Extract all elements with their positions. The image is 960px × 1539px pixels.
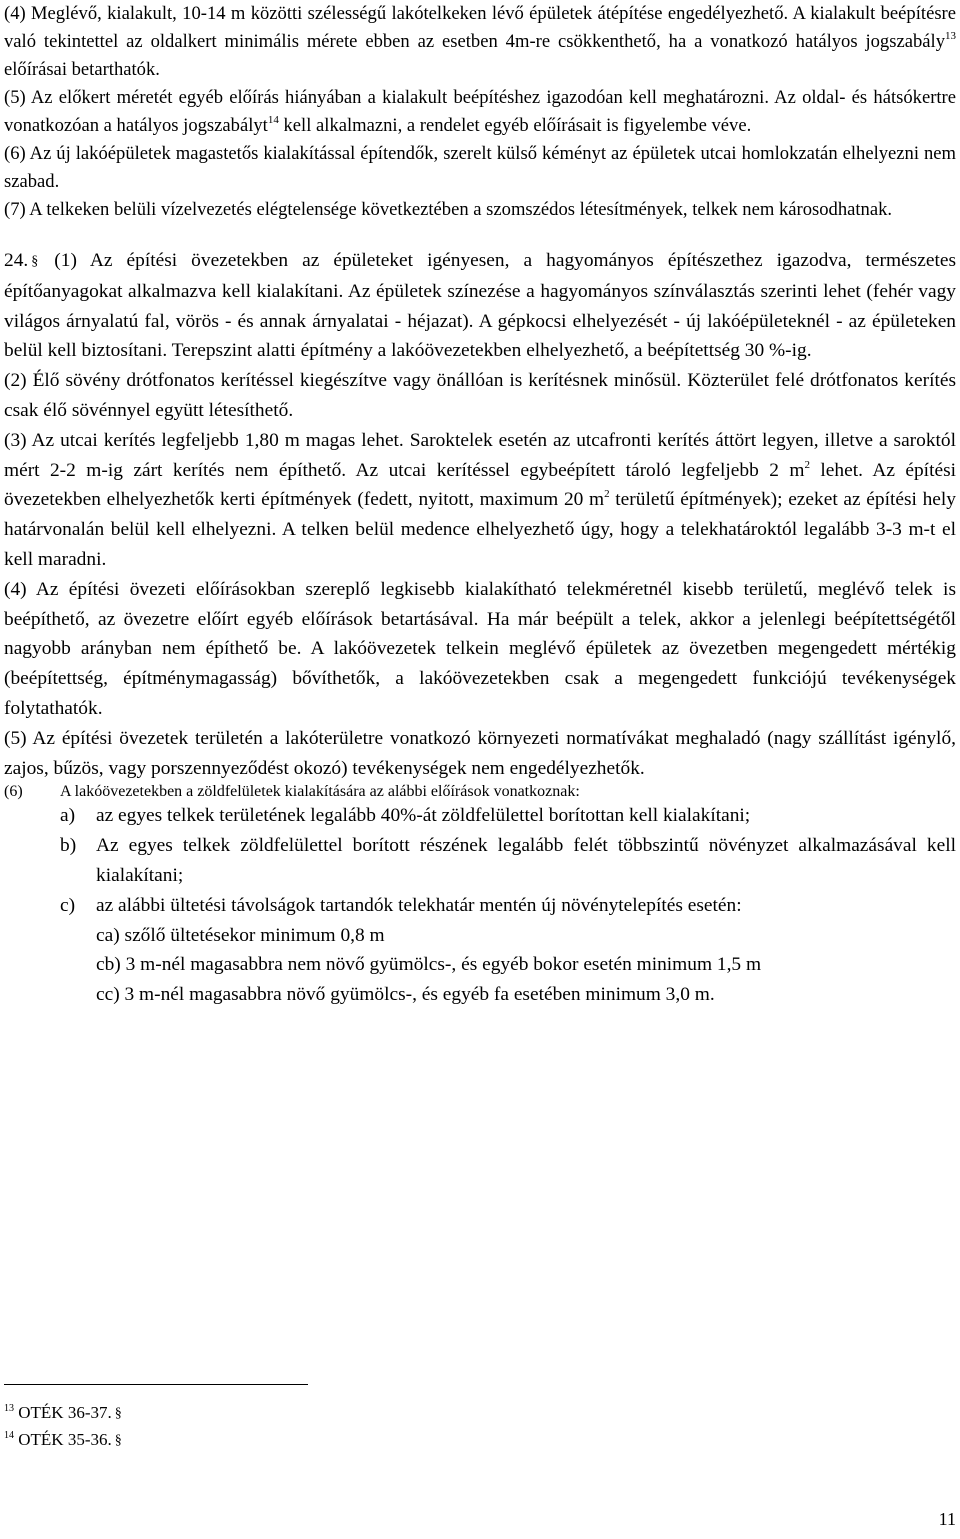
subitem-cc <box>96 980 956 1010</box>
paragraph-7: (7) A telkeken belüli vízelvezetés elégtelensége következtében a szomszédos létesítmények, telkek nem károsodhatnak. <box>4 199 893 220</box>
list-text: az egyes telkek területének legalább 40%-át zöldfelülettel borítottan kell kialakítani; <box>96 805 751 827</box>
footnote-ref-13[interactable]: 13 <box>945 30 956 42</box>
footnote-separator <box>4 1384 308 1385</box>
section-sign-icon: § <box>114 1406 122 1421</box>
subitem-text: ca) szőlő ültetésekor minimum 0,8 m <box>96 924 385 946</box>
section-gap <box>4 224 956 246</box>
section-number: 24. <box>4 250 29 271</box>
subitem-text: cc) 3 m-nél magasabbra növő gyümölcs-, és egyéb fa esetében minimum 3,0 m. <box>96 984 715 1006</box>
paragraph-3-part-a: (3) Az utcai kerítés legfeljebb 1,80 m magas lehet. Saroktelek esetén az utcafronti kerítés áttört legyen, illetve a saroktól mért 2-2 m-ig zárt kerítés nem építhető. Az utcai kerítéssel egybeépített tároló legfeljebb 2 m <box>4 429 956 481</box>
footnote-number: 13 <box>4 1403 14 1414</box>
section-24 <box>4 246 956 1010</box>
subitem-text: cb) 3 m-nél magasabbra nem növő gyümölcs-, és egyéb bokor esetén minimum 1,5 m <box>96 954 762 976</box>
footnote-text: OTÉK 35-36. <box>18 1430 112 1449</box>
paragraph-3-part-c: területű építmények); ezeket az építési hely határvonalán belül kell elhelyezni. A telken belül medence elhelyezhető úgy, hogy a telekhatároktól legalább 3-3 m-t el kell maradni. <box>4 489 956 570</box>
footnotes <box>4 1400 124 1454</box>
footnote-13 <box>4 1400 124 1427</box>
section-24-paragraph-6 <box>4 783 956 801</box>
section-sign-icon: § <box>31 254 39 269</box>
paragraph-3-part-b: lehet. Az építési övezetekben elhelyezhetők kerti építmények (fedett, nyitott, maximum 20 m <box>4 459 957 511</box>
section-24-paragraph-2: (2) Élő sövény drótfonatos kerítéssel kiegészítve vagy önállóan is kerítésnek minősül. Közterület felé drótfonatos kerítés csak élő sövénnyel együtt létesíthető. <box>4 370 956 421</box>
paragraph-5 <box>4 84 956 140</box>
superscript-2: 2 <box>804 458 810 471</box>
planting-distance-list <box>96 921 956 1010</box>
paragraph-5-text: (5) Az előkert méretét egyéb előírás hiányában a kialakult beépítéshez igazodóan kell meghatározni. Az oldal- és hátsókertre vonatkozóan a hatályos jogszabályt <box>4 87 956 136</box>
paragraph-4-tail: előírásai betarthatók. <box>4 59 160 80</box>
superscript-2: 2 <box>604 488 610 501</box>
paragraph-6: (6) Az új lakóépületek magastetős kialakítással építendők, szerelt külső kéményt az épületek utcai homlokzatán elhelyezni nem szabad. <box>4 143 956 192</box>
section-24-paragraph-1-text: (1) Az építési övezetekben az épületeket igényesen, a hagyományos építészethez igazodva, természetes építőanyagokat alkalmazva kell kialakítani. Az épületek színezése a hagyományos színválasztás szerinti lehet (fehér vagy világos árnyalatú fal, vörös - és annak árnyalatai - héjazat). A gépkocsi elhelyezését - új lakóépületeknél - az épületeken belül kell biztosítani. Terepszint alatti építmény a lakóövezetekben elhelyezhető, a beépítettség 30 %-ig. <box>4 250 956 362</box>
paragraph-6-text: A lakóövezetekben a zöldfelületek kialakítására az alábbi előírások vonatkoznak: <box>60 783 580 801</box>
list-label: b) <box>60 835 77 857</box>
list-label: c) <box>60 894 76 916</box>
section-24-paragraph-4: (4) Az építési övezeti előírásokban szereplő legkisebb kialakítható telekméretnél kisebb területű, meglévő telek is beépíthető, az övezetre előírt egyéb előírások betartásával. Ha már beépült a telek, akkor a jelenlegi beépítettségétől nagyobb arányban nem építhető be. A lakóövezetek telkein meglévő épületek az övezetben megengedett mértékig (beépítettség, építménymagasság) bővíthetők, a lakóövezetekben csak a megengedett funkciójú tevékenységek folytathatók. <box>4 578 956 719</box>
footnote-number: 14 <box>4 1430 14 1441</box>
paragraph-4-text: (4) Meglévő, kialakult, 10-14 m közötti szélességű lakótelkeken lévő épületek átépítése engedélyezhető. A kialakult beépítésre való tekintettel az oldalkert minimális mérete ebben az esetben 4m-re csökkenthető, ha a vonatkozó hatályos jogszabály <box>4 3 956 52</box>
footnote-text: OTÉK 36-37. <box>18 1403 112 1422</box>
subitem-cb <box>96 950 956 980</box>
list-item-c <box>60 891 956 921</box>
paragraph-number: (6) <box>4 783 23 801</box>
paragraph-4 <box>4 0 956 84</box>
section-24-paragraph-1 <box>4 246 956 366</box>
list-item-a <box>60 801 956 831</box>
list-item-b <box>60 831 956 891</box>
subitem-ca <box>96 921 956 951</box>
list-text: Az egyes telkek zöldfelülettel borított részének legalább felét többszintű növényzet alkalmazásával kell kialakítani; <box>96 835 956 886</box>
list-label: a) <box>60 805 76 827</box>
green-rules-list <box>60 801 956 920</box>
section-24-paragraph-5: (5) Az építési övezetek területén a lakóterületre vonatkozó környezeti normatívákat meghaladó (nagy szállítást igénylő, zajos, bűzös, vagy porszennyeződést okozó) tevékenységek nem engedélyezhetők. <box>4 727 956 779</box>
section-sign-icon: § <box>114 1433 122 1448</box>
page-number: 11 <box>938 1509 956 1529</box>
list-text: az alábbi ültetési távolságok tartandók telekhatár mentén új növénytelepítés esetén: <box>96 894 742 916</box>
footnote-14 <box>4 1427 124 1454</box>
footnote-ref-14[interactable]: 14 <box>267 114 279 126</box>
upper-paragraphs <box>4 0 956 224</box>
page-body <box>4 0 956 1010</box>
paragraph-5-tail: kell alkalmazni, a rendelet egyéb előírásait is figyelembe véve. <box>278 115 752 136</box>
section-24-paragraph-3 <box>4 426 956 575</box>
